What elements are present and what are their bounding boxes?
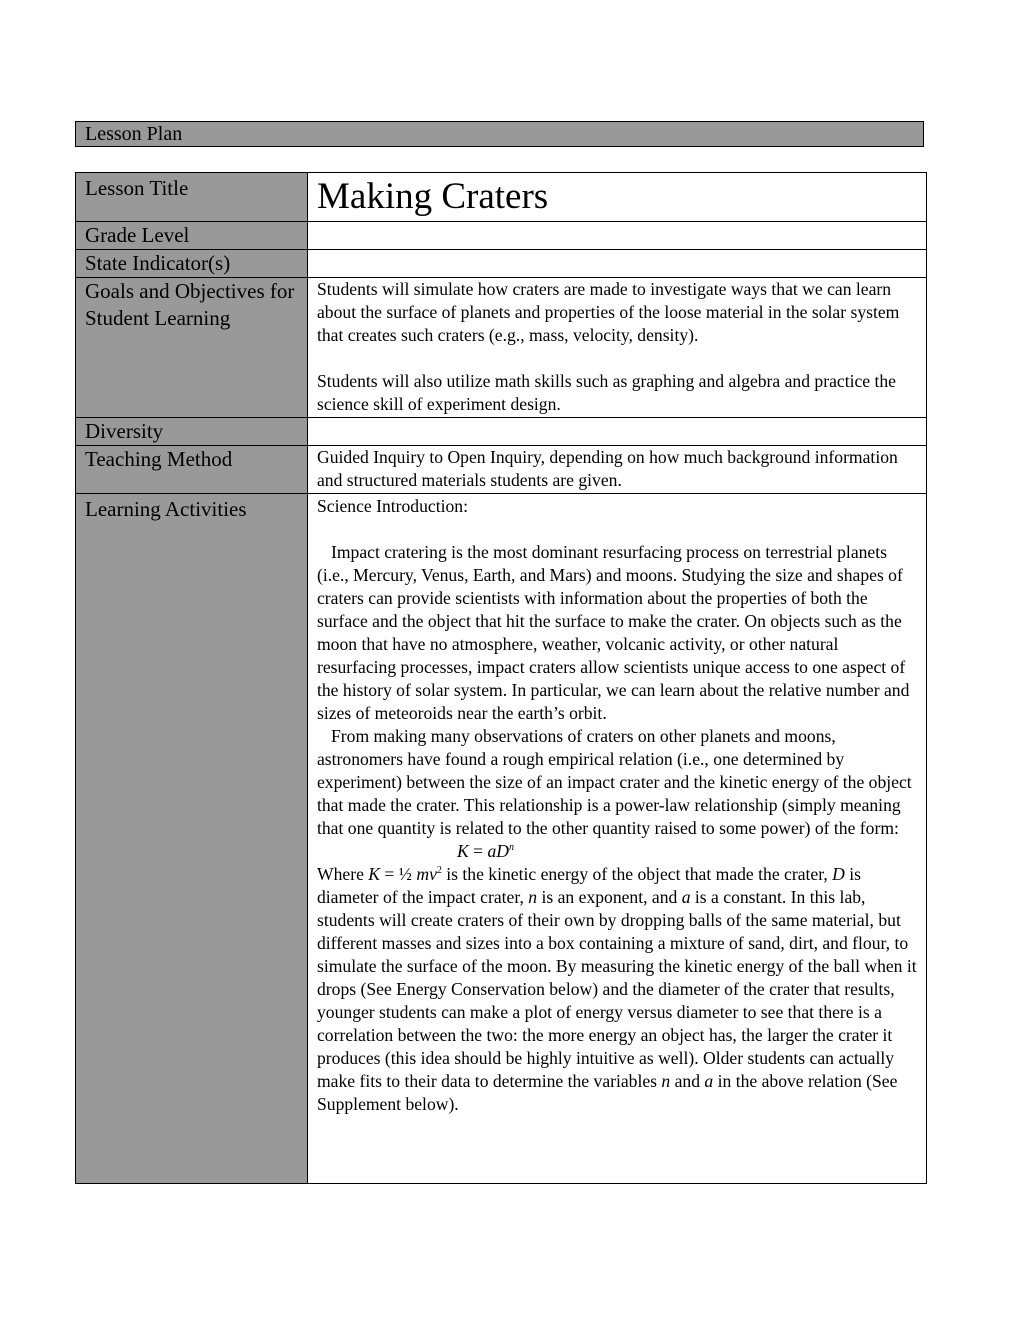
science-intro-heading: Science Introduction:: [317, 496, 468, 516]
learning-activities-cell: [308, 494, 927, 1184]
teaching-method-value: Guided Inquiry to Open Inquiry, depending on how much background information and structured materials students are given.: [317, 447, 898, 490]
row-grade-level: [76, 222, 927, 250]
teaching-method-cell: [308, 446, 927, 494]
state-indicators-value: [308, 250, 927, 278]
row-teaching-method: [76, 446, 927, 494]
row-lesson-title: [76, 173, 927, 222]
intro-paragraph-3: Where K = ½ $mv^2$ is the kinetic energy of the object that made the crater, D is diameter of the impact crater, n is an exponent, and a is a constant. In this lab, students will create craters of their own by dropping balls of the same material, but different masses and sizes into a box containing a mixture of sand, dirt, and flour, to simulate the surface of the moon. By measuring the kinetic energy of the ball when it drops (See Energy Conservation below) and the diameter of the crater that results, younger students can make a plot of energy versus diameter to see that there is a correlation between the two: the more energy an object has, the larger the crater it produces (this idea should be highly intuitive as well). Older students can actually make fits to their data to determine the variables n and a in the above relation (See Supplement below).: [317, 864, 917, 1114]
lesson-title-label: Lesson Title: [76, 173, 308, 222]
lesson-title-value: Making Craters: [317, 176, 549, 217]
row-state-indicators: [76, 250, 927, 278]
lesson-plan-table: [75, 172, 927, 1184]
grade-level-label: Grade Level: [76, 222, 308, 250]
goals-paragraph-2: Students will also utilize math skills such as graphing and algebra and practice the science skill of experiment design.: [317, 371, 896, 414]
lesson-plan-header-label: Lesson Plan: [85, 123, 183, 145]
grade-level-value: [308, 222, 927, 250]
row-learning-activities: [76, 494, 927, 1184]
goals-cell: [308, 278, 927, 418]
diversity-value: [308, 418, 927, 446]
goals-paragraph-1: Students will simulate how craters are made to investigate ways that we can learn about the surface of planets and properties of the loose material in the solar system that creates such craters (e.g., mass, velocity, density).: [317, 279, 900, 345]
intro-paragraph-1: Impact cratering is the most dominant resurfacing process on terrestrial planets (i.e., Mercury, Venus, Earth, and Mars) and moons. Studying the size and shapes of craters can provide scientists with information about the properties of both the surface and the object that hit the surface to make the crater. On objects such as the moon that have no atmosphere, weather, volcanic activity, or other natural resurfacing processes, impact craters allow scientists unique access to one aspect of the history of solar system. In particular, we can learn about the relative number and sizes of meteoroids near the earth’s orbit.: [317, 542, 910, 723]
power-law-formula: $K = aD^n$: [457, 841, 514, 861]
row-goals: [76, 278, 927, 418]
row-diversity: [76, 418, 927, 446]
lesson-plan-header: [75, 121, 924, 147]
teaching-method-label: Teaching Method: [76, 446, 308, 494]
lesson-title-cell: [308, 173, 927, 222]
state-indicators-label: State Indicator(s): [76, 250, 308, 278]
diversity-label: Diversity: [76, 418, 308, 446]
goals-label: Goals and Objectives for Student Learning: [76, 278, 308, 418]
intro-paragraph-2: From making many observations of craters on other planets and moons, astronomers have found a rough empirical relation (i.e., one determined by experiment) between the size of an impact crater and the kinetic energy of the object that made the crater. This relationship is a power-law relationship (simply meaning that one quantity is related to the other quantity raised to some power) of the form:: [317, 726, 912, 838]
learning-activities-label: Learning Activities: [76, 494, 308, 1184]
